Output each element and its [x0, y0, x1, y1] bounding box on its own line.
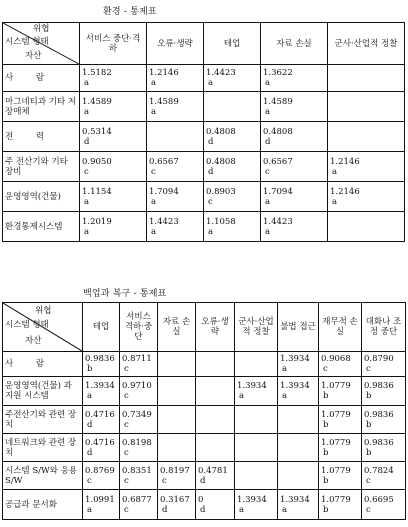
table-cell — [196, 434, 235, 462]
table-cell — [235, 434, 278, 462]
table2 — [2, 302, 406, 520]
table-cell: 0.8769 c — [83, 462, 120, 490]
table2-col-header: 자료 손실 — [158, 303, 196, 352]
table-cell — [158, 377, 196, 406]
table-cell — [328, 122, 405, 152]
table2-col-header: 테업 — [83, 303, 120, 352]
table1-col-header: 서비스 중단·격하 — [80, 23, 147, 65]
table-cell: 1.2146 a — [328, 152, 405, 182]
table-cell: 0.9710 c — [120, 377, 158, 406]
table2-corner-top: 위협 — [35, 306, 52, 316]
table1-row-label: 환경통제시스템 — [3, 212, 80, 242]
table2-row-label: 네트워크와 관련 장치 — [3, 434, 83, 462]
table-cell — [278, 406, 319, 434]
table1-col-header: 군사·산업적 정찰 — [328, 23, 405, 65]
table2-col-header: 재무적 손실 — [319, 303, 362, 352]
table-cell: 0.7349 c — [120, 406, 158, 434]
table2-col-header: 불법 접근 — [278, 303, 319, 352]
table2-row-label: 공급과 문서화 — [3, 490, 83, 520]
table-cell: 1.1058 a — [204, 212, 261, 242]
table-cell: 0.9836 b — [83, 352, 120, 377]
table-cell — [196, 352, 235, 377]
table-cell: 0.9836 b — [362, 406, 406, 434]
table1-row-label: 운영영역(건물) — [3, 182, 80, 212]
table-row — [3, 122, 405, 152]
table2-corner-bottom: 자산 — [25, 336, 42, 346]
table-cell: 1.2146 a — [328, 182, 405, 212]
table-cell — [328, 212, 405, 242]
table-row — [3, 92, 405, 122]
table-cell — [328, 65, 405, 92]
table-cell: 0.5314 d — [80, 122, 147, 152]
table1-row-label: 사 람 — [3, 65, 80, 92]
table-row — [3, 377, 406, 406]
table1-row-label: 주 전산기와 기타 장비 — [3, 152, 80, 182]
table-cell: 0 d — [196, 490, 235, 520]
table2-corner-cell — [3, 303, 83, 352]
table-cell: 1.1154 a — [80, 182, 147, 212]
table1-col-header: 테업 — [204, 23, 261, 65]
table-cell: 0.4808 d — [204, 122, 261, 152]
table-cell: 0.9836 b — [362, 377, 406, 406]
table1-corner-cell — [3, 23, 80, 65]
table-cell: 0.4808 d — [261, 122, 328, 152]
table-cell: 0.8790 c — [362, 352, 406, 377]
table-row — [3, 152, 405, 182]
table-cell: 1.7094 a — [261, 182, 328, 212]
table2-col-header: 서비스 격하·중단 — [120, 303, 158, 352]
table-cell: 0.6567 c — [261, 152, 328, 182]
table-cell: 1.0779 b — [319, 406, 362, 434]
table-cell: 0.6567 c — [147, 152, 204, 182]
table2-title: 백업과 복구 - 통제표 — [83, 289, 167, 299]
table1-row-label: 마그네티과 기타 저장매체 — [3, 92, 80, 122]
table2-row-label: 운영영역(건물) 과 지원 시스템 — [3, 377, 83, 406]
table-row — [3, 434, 406, 462]
table-cell — [196, 406, 235, 434]
table-cell: 1.3934 a — [278, 490, 319, 520]
table-cell — [158, 406, 196, 434]
table-cell: 1.4423 a — [261, 212, 328, 242]
table-cell: 1.7094 a — [147, 182, 204, 212]
table-cell: 1.4589 a — [147, 92, 204, 122]
table1-title: 환경 - 통제표 — [103, 7, 157, 17]
table-cell: 0.4716 d — [83, 434, 120, 462]
table-cell — [204, 92, 261, 122]
table-row — [3, 406, 406, 434]
table-row — [3, 65, 405, 92]
table-cell: 0.3167 d — [158, 490, 196, 520]
table-cell — [158, 434, 196, 462]
table-row — [3, 352, 406, 377]
table1 — [2, 22, 405, 242]
table1-corner-middle: 시스템 형태 — [5, 37, 49, 47]
table-cell: 1.0991 a — [83, 490, 120, 520]
table-row — [3, 490, 406, 520]
table-cell: 1.4589 a — [80, 92, 147, 122]
table-cell — [235, 406, 278, 434]
table-cell: 0.8903 c — [204, 182, 261, 212]
table-cell — [235, 462, 278, 490]
table2-row-label: 시스템 S/W와 응용 S/W — [3, 462, 83, 490]
table-cell: 1.3934 a — [235, 377, 278, 406]
table-cell: 1.2146 a — [147, 65, 204, 92]
table-cell — [147, 122, 204, 152]
table-cell: 0.4808 d — [204, 152, 261, 182]
table2-row-label: 사 람 — [3, 352, 83, 377]
table-cell: 0.9050 c — [80, 152, 147, 182]
table-cell — [278, 434, 319, 462]
table-cell: 0.8351 c — [120, 462, 158, 490]
table-cell: 0.8711 c — [120, 352, 158, 377]
table-cell: 1.2019 a — [80, 212, 147, 242]
table-cell: 0.6877 c — [120, 490, 158, 520]
table1-corner-bottom: 자산 — [25, 51, 42, 61]
table1-corner-top: 위협 — [33, 24, 50, 34]
table-cell: 1.4589 a — [261, 92, 328, 122]
table-cell: 1.0779 b — [319, 490, 362, 520]
table-row — [3, 182, 405, 212]
table-cell: 1.4423 a — [147, 212, 204, 242]
table1-row-label: 전 력 — [3, 122, 80, 152]
table-cell: 0.8197 c — [158, 462, 196, 490]
table-row — [3, 462, 406, 490]
table-cell — [158, 352, 196, 377]
table2-corner-middle: 시스템 형태 — [5, 320, 49, 330]
table-cell: 0.4781 d — [196, 462, 235, 490]
table2-col-header: 군사·산업적 정찰 — [235, 303, 278, 352]
table-cell: 0.6695 c — [362, 490, 406, 520]
table2-row-label: 주전산기와 관련 장치 — [3, 406, 83, 434]
table1-col-header: 오류·생략 — [147, 23, 204, 65]
table2-col-header: 대화나 조정 중단 — [362, 303, 406, 352]
table-cell: 1.4423 a — [204, 65, 261, 92]
table-cell: 1.0779 b — [319, 434, 362, 462]
table-cell: 1.3934 a — [235, 490, 278, 520]
table-cell: 1.0779 b — [319, 462, 362, 490]
table-cell: 0.9068 c — [319, 352, 362, 377]
table-cell: 1.3934 a — [278, 377, 319, 406]
table2-col-header: 오류·생략 — [196, 303, 235, 352]
table1-col-header: 자료 손실 — [261, 23, 328, 65]
table-cell — [196, 377, 235, 406]
table-cell: 1.3622 a — [261, 65, 328, 92]
table-row — [3, 212, 405, 242]
table-cell: 1.3934 a — [83, 377, 120, 406]
table-cell — [278, 462, 319, 490]
table-cell: 1.5182 a — [80, 65, 147, 92]
table-cell: 0.8198 c — [120, 434, 158, 462]
table-cell: 0.7824 c — [362, 462, 406, 490]
table-cell: 1.3934 a — [278, 352, 319, 377]
table-cell — [328, 92, 405, 122]
table-cell: 0.9836 b — [362, 434, 406, 462]
table-cell — [235, 352, 278, 377]
table-cell: 1.0779 b — [319, 377, 362, 406]
table-cell: 0.4716 d — [83, 406, 120, 434]
